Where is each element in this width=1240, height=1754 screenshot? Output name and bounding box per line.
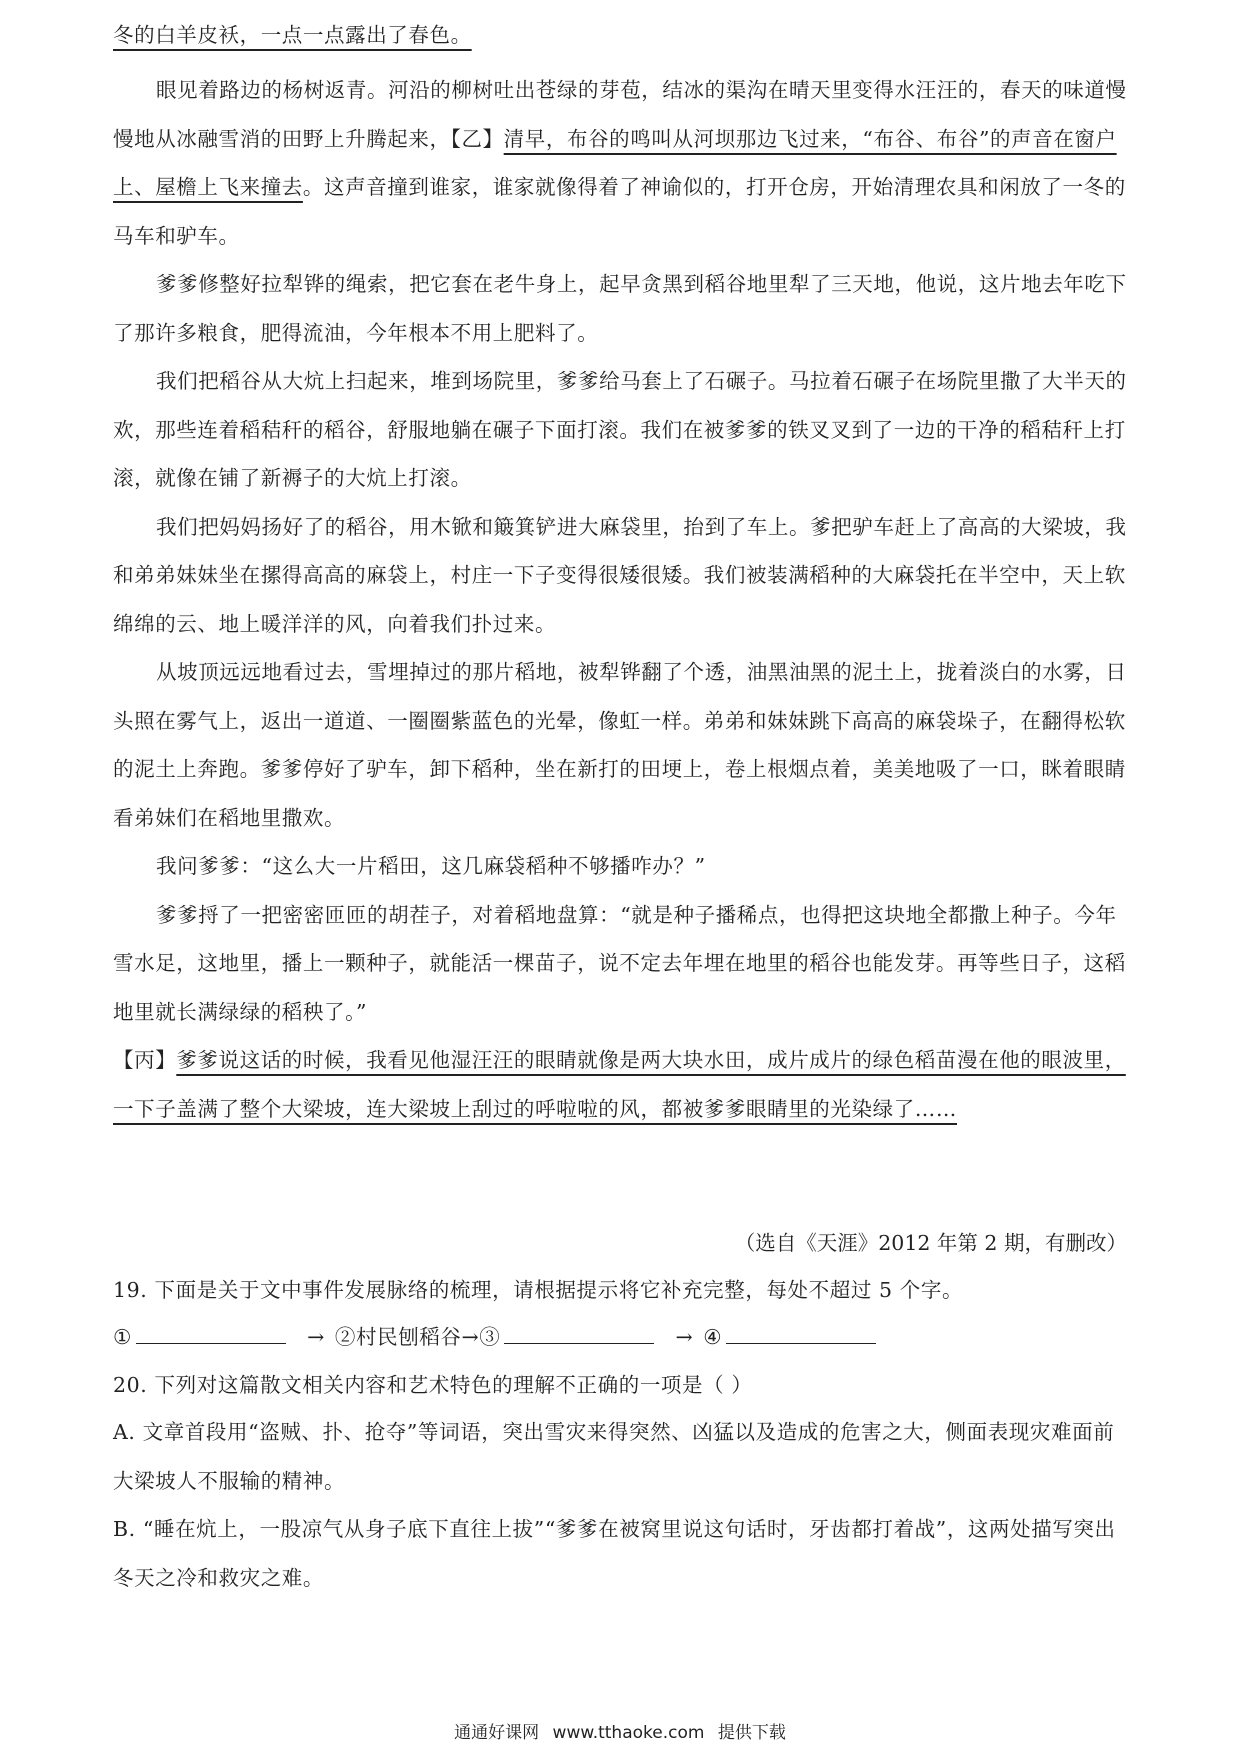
footer-note: 提供下载 bbox=[717, 1723, 786, 1743]
paragraph-3: 我们把稻谷从大炕上扫起来，堆到场院里，爹爹给马套上了石碾子。马拉着石碾子在场院里撒了大半天的欢，那些连着稻秸秆的稻谷，舒服地躺在碾子下面打滚。我们在被爹爹的铁叉叉到了一边的干净的稻秸秆上打滚，就像在铺了新褥子的大炕上打滚。 bbox=[113, 369, 1127, 490]
question-19: 19. 下面是关于文中事件发展脉络的梳理，请根据提示将它补充完整，每处不超过 5 个字。 bbox=[113, 1278, 964, 1302]
paragraph-5: 从坡顶远远地看过去，雪埋掉过的那片稻地，被犁铧翻了个透，油黑油黑的泥土上，拢着淡白的水雾，日头照在雾气上，返出一道道、一圈圈紫蓝色的光晕，像虹一样。弟弟和妹妹跳下高高的麻袋垛子，在翻得松软的泥土上奔跑。爹爹停好了驴车，卸下稻种，坐在新打的田埂上，卷上根烟点着，美美地吸了一口，眯着眼睛看弟妹们在稻地里撒欢。 bbox=[113, 660, 1127, 830]
answer-blank-3[interactable] bbox=[504, 1325, 654, 1344]
paragraph-1: 眼见着路边的杨树返青。河沿的柳树吐出苍绿的芽苞，结冰的渠沟在晴天里变得水汪汪的，春天的味道慢慢地从冰融雪消的田野上升腾起来，【乙】清早，布谷的鸣叫从河坝那边飞过来，“布谷、布谷”的声音在窗户上、屋檐上飞来撞去。这声音撞到谁家，谁家就像得着了神谕似的，打开仓房，开始清理农具和闲放了一冬的马车和驴车。 bbox=[113, 78, 1127, 248]
paragraph-2: 爹爹修整好拉犁铧的绳索，把它套在老牛身上，起早贪黑到稻谷地里犁了三天地，他说，这片地去年吃下了那许多粮食，肥得流油，今年根本不用上肥料了。 bbox=[113, 272, 1127, 345]
paragraph-7: 爹爹捋了一把密密匝匝的胡茬子，对着稻地盘算：“就是种子播稀点，也得把这块地全都撒上种子。今年雪水足，这地里，播上一颗种子，就能活一棵苗子，说不定去年埋在地里的稻谷也能发芽。再等些日子，这稻地里就长满绿绿的稻秧了。” bbox=[113, 902, 1126, 1024]
article-body bbox=[113, 66, 1133, 1133]
answer-blank-1[interactable] bbox=[136, 1325, 286, 1344]
footer-url[interactable]: www.tthaoke.com bbox=[552, 1723, 705, 1743]
question-20-options bbox=[113, 1408, 1133, 1602]
option-a: A. 文章首段用“盗贼、扑、抢夺”等词语，突出雪灾来得突然、凶猛以及造成的危害之大，侧面表现灾难面前大梁坡人不服输的精神。 bbox=[113, 1420, 1115, 1493]
underlined-yi: 清早，布谷的鸣叫从河坝那边飞过来，“布谷、布谷”的声音在窗户上、屋檐上飞来撞去 bbox=[113, 126, 1117, 199]
answer-blank-4[interactable] bbox=[726, 1325, 876, 1344]
paragraph-6: 我问爹爹：“这么大一片稻田，这几麻袋稻种不够播咋办？” bbox=[156, 854, 706, 878]
mark-bing: 【丙】 bbox=[113, 1048, 177, 1072]
option-b: B. “睡在炕上，一股凉气从身子底下直往上拔”“爹爹在被窝里说这句话时，牙齿都打着战”，这两处描写突出冬天之冷和救灾之难。 bbox=[113, 1517, 1116, 1590]
article-top-line: 冬的白羊皮袄，一点一点露出了春色。 bbox=[113, 23, 472, 47]
paragraph-4: 我们把妈妈扬好了的稻谷，用木锨和簸箕铲进大麻袋里，抬到了车上。爹把驴车赶上了高高的大梁坡，我和弟弟妹妹坐在摞得高高的麻袋上，村庄一下子变得很矮很矮。我们被装满稻种的大麻袋托在半空中，天上软绵绵的云、地上暖洋洋的风，向着我们扑过来。 bbox=[113, 514, 1127, 636]
underlined-bing: 爹爹说这话的时候，我看见他湿汪汪的眼睛就像是两大块水田，成片成片的绿色稻苗漫在他的眼波里，一下子盖满了整个大梁坡，连大梁坡上刮过的呼啦啦的风，都被爹爹眼睛里的光染绿了…… bbox=[113, 1048, 1126, 1121]
question-19-flow: ① → ②村民刨稻谷→③ → ④ bbox=[113, 1322, 880, 1352]
page-footer bbox=[0, 1718, 1240, 1743]
paragraph-8 bbox=[113, 1036, 1133, 1133]
mark-yi: 【乙】 bbox=[450, 126, 504, 151]
article-source: （选自《天涯》2012 年第 2 期，有删改） bbox=[734, 1231, 1127, 1255]
question-20: 20. 下列对这篇散文相关内容和艺术特色的理解不正确的一项是（ ） bbox=[113, 1373, 753, 1397]
footer-site: 通通好课网 bbox=[454, 1723, 540, 1743]
